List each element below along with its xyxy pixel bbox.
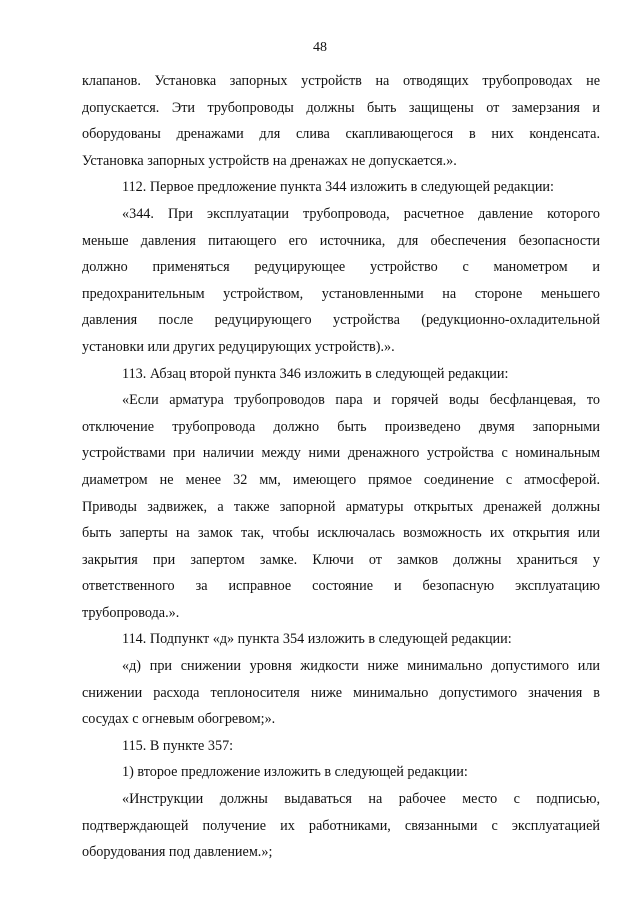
text-line: «Инструкции должны выдаваться на рабочее место с подписью, xyxy=(122,791,600,808)
text-line: подтверждающей получение их работниками, связанными с эксплуатацией xyxy=(82,817,600,834)
text-line: оборудования под давлением.»; xyxy=(82,844,273,861)
text-line: 113. Абзац второй пункта 346 изложить в следующей редакции: xyxy=(122,365,509,382)
text-line: быть заперты на замок так, чтобы исключалась возможность их открытия или xyxy=(82,525,600,542)
text-line: допускается. Эти трубопроводы должны быть защищены от замерзания и xyxy=(82,99,600,116)
text-line: «д) при снижении уровня жидкости ниже минимально допустимого или xyxy=(122,658,600,675)
text-line: меньше давления питающего его источника, для обеспечения безопасности xyxy=(82,232,600,249)
text-line: ответственного за исправное состояние и безопасную эксплуатацию xyxy=(82,578,600,595)
text-line: 112. Первое предложение пункта 344 изложить в следующей редакции: xyxy=(122,179,554,196)
text-line: сосудах с огневым обогревом;». xyxy=(82,711,276,728)
text-line: отключение трубопровода должно быть произведено двумя запорными xyxy=(82,418,600,435)
text-line: 1) второе предложение изложить в следующей редакции: xyxy=(122,764,468,781)
page-number: 48 xyxy=(313,40,327,55)
text-line: Установка запорных устройств на дренажах не допускается.». xyxy=(82,152,457,169)
text-line: снижении расхода теплоносителя ниже минимально допустимого значения в xyxy=(82,684,600,701)
text-line: предохранительным устройством, установленными на стороне меньшего xyxy=(82,285,600,302)
text-line: установки или других редуцирующих устройств).». xyxy=(82,338,395,355)
text-line: клапанов. Установка запорных устройств на отводящих трубопроводах не xyxy=(82,73,600,89)
text-line: «Если арматура трубопроводов пара и горячей воды бесфланцевая, то xyxy=(122,392,600,409)
text-line: диаметром не менее 32 мм, имеющего прямое соединение с атмосферой. xyxy=(82,471,600,488)
text-line: устройствами при наличии между ними дренажного устройства с номинальным xyxy=(82,445,600,462)
text-line: «344. При эксплуатации трубопровода, расчетное давление которого xyxy=(122,205,600,222)
text-line: закрытия при запертом замке. Ключи от замков должны храниться у xyxy=(82,551,600,568)
text-line: давления после редуцирующего устройства (редукционно-охладительной xyxy=(82,312,600,329)
text-line: 114. Подпункт «д» пункта 354 изложить в следующей редакции: xyxy=(122,631,512,648)
document-body xyxy=(82,68,600,866)
text-line: оборудованы дренажами для слива скапливающегося в них конденсата. xyxy=(82,126,600,143)
text-line: Приводы задвижек, а также запорной арматуры открытых дренажей должны xyxy=(82,498,600,515)
text-line: 115. В пункте 357: xyxy=(122,737,234,754)
text-line: должно применяться редуцирующее устройство с манометром и xyxy=(82,259,600,276)
text-line: трубопровода.». xyxy=(82,604,180,621)
